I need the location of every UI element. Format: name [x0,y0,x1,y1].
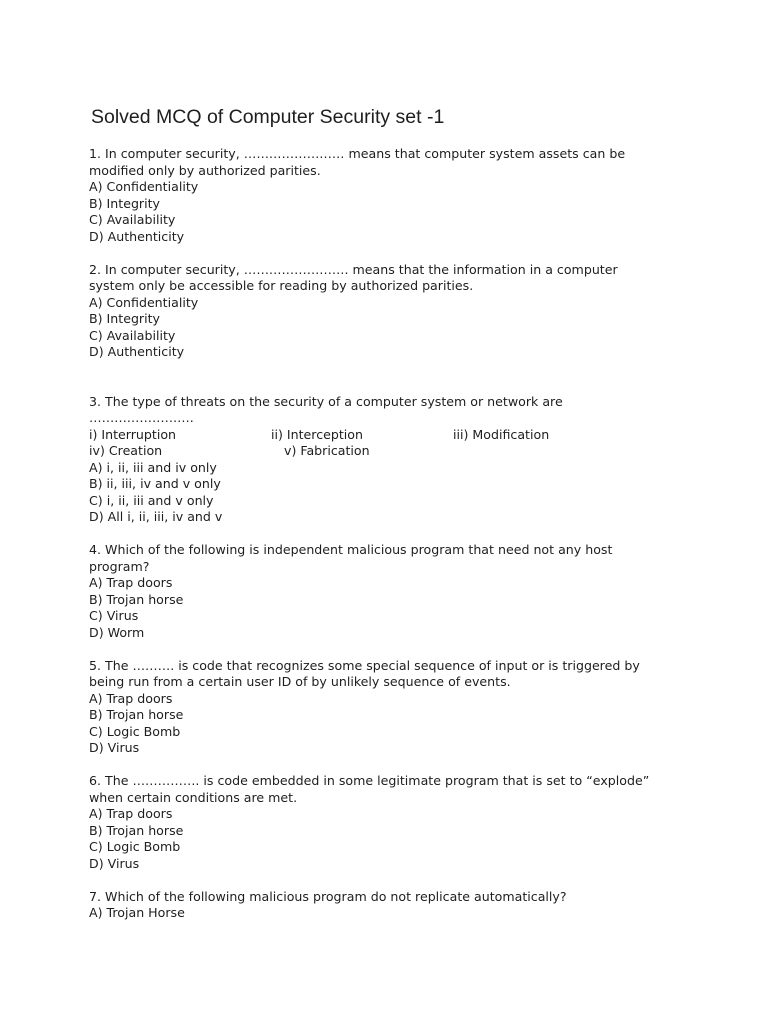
threat-item-modification: iii) Modification [453,426,550,442]
answer-option: B) ii, iii, iv and v only [89,476,221,491]
answer-option: A) Trap doors [89,806,173,821]
question-2 [89,262,689,361]
answer-option: D) Virus [89,740,140,755]
question-stem-line: modified only by authorized parities. [89,162,321,178]
answer-option: B) Trojan horse [89,707,184,722]
answer-option: C) Logic Bomb [89,839,181,854]
question-5 [89,658,689,757]
answer-option: B) Trojan horse [89,822,184,838]
answer-option: C) Logic Bomb [89,723,181,739]
question-stem-line: 3. The type of threats on the security of a computer system or network are [89,393,563,409]
answer-option: D) Worm [89,624,145,640]
answer-option: D) Virus [89,855,140,871]
answer-option: B) Integrity [89,311,160,326]
answer-option: A) Trap doors [89,690,173,706]
question-stem-line: 2. In computer security, ……………………. means that the information in a computer [89,261,618,277]
answer-option: A) Confidentiality [89,179,199,194]
question-stem-line: system only be accessible for reading by authorized parities. [89,278,474,293]
question-stem-line: 4. Which of the following is independent malicious program that need not any host [89,542,613,557]
answer-option: D) Authenticity [89,228,185,244]
question-stem-line: program? [89,558,150,574]
threat-item-fabrication: v) Fabrication [284,443,370,458]
question-4 [89,542,689,641]
question-7 [89,889,689,922]
threat-item-interruption: i) Interruption [89,426,177,442]
question-stem-line: 6. The ……………. is code embedded in some legitimate program that is set to “explode” [89,773,650,788]
question-list [89,146,689,922]
answer-option: B) Integrity [89,195,160,211]
question-stem-line: 1. In computer security, …………………… means that computer system assets can be [89,146,626,161]
answer-option: A) i, ii, iii and iv only [89,459,217,475]
answer-option: C) i, ii, iii and v only [89,492,214,508]
answer-option: A) Confidentiality [89,294,199,310]
answer-option: D) All i, ii, iii, iv and v [89,509,223,524]
question-stem-line: ……………………. [89,410,194,425]
question-stem-line: 5. The ………. is code that recognizes some special sequence of input or is triggered by [89,657,640,673]
question-3 [89,394,689,526]
threat-row-2 [89,443,689,460]
threat-item-interception: ii) Interception [271,426,363,442]
answer-option: A) Trojan Horse [89,905,185,920]
answer-option: D) Authenticity [89,344,185,359]
threat-row-1 [89,427,689,444]
document-title: Solved MCQ of Computer Security set -1 [91,106,445,128]
question-stem-line: when certain conditions are met. [89,789,298,805]
question-6 [89,773,689,872]
answer-option: C) Virus [89,608,139,623]
question-stem-line: 7. Which of the following malicious program do not replicate automatically? [89,888,567,904]
threat-item-creation: iv) Creation [89,443,163,458]
answer-option: A) Trap doors [89,575,173,590]
answer-option: C) Availability [89,327,176,343]
answer-option: C) Availability [89,212,176,227]
question-stem-line: being run from a certain user ID of by unlikely sequence of events. [89,674,511,689]
question-1 [89,146,689,245]
answer-option: B) Trojan horse [89,591,184,607]
